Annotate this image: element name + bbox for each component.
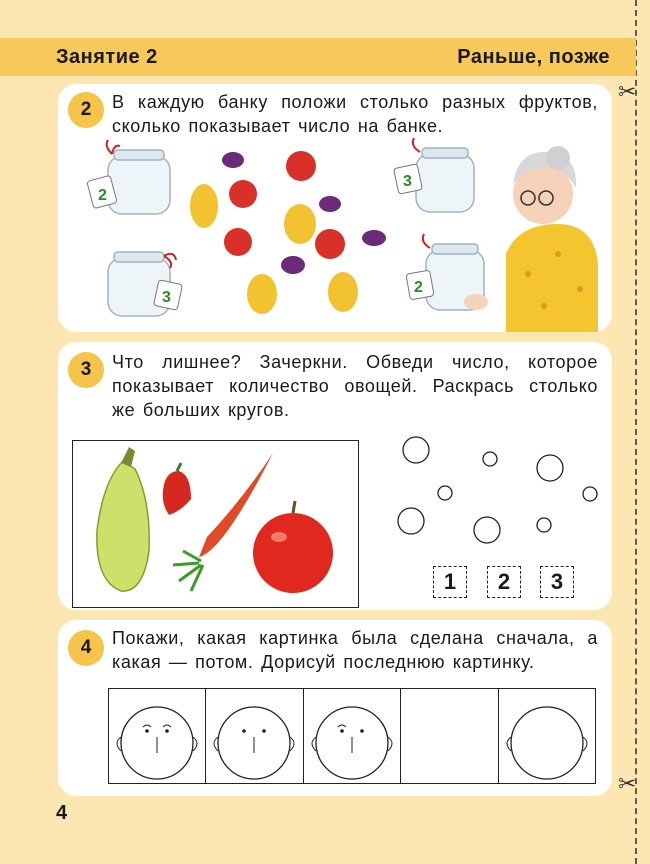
small-circle [483,452,497,466]
small-circle [438,486,452,500]
small-circle [537,518,551,532]
grandma-illustration [464,146,598,332]
lesson-topic: Раньше, позже [457,45,610,68]
task-card-4 [58,620,612,796]
big-circle [474,517,500,543]
face-drawing [304,689,401,785]
task-card-2 [58,84,612,332]
jar-label: 2 [98,187,107,204]
page-number: 4 [56,802,68,824]
task-text: Что лишнее? Зачеркни. Обведи число, которое показывает количество овощей. Раскрась столько же больших кругов. [112,352,598,420]
jar [87,140,170,214]
task-card-3 [58,342,612,610]
apple [253,501,333,593]
scissors-icon: ✂ [618,772,637,797]
pepper [163,463,191,515]
lesson-title: Занятие 2 [56,45,158,68]
big-circle [403,437,429,463]
task-number-badge: 4 [68,630,104,666]
vegetables-illustration [73,441,360,609]
vegetables-picture-frame [72,440,359,608]
jar [108,252,182,316]
face-drawing [499,689,596,785]
empty-cell[interactable] [400,689,497,783]
jar-label: 3 [162,289,171,306]
lesson-header [0,38,636,76]
task-text: В каждую банку положи столько разных фруктов, сколько показывает число на банке. [112,92,598,136]
answer-option-1[interactable]: 1 [433,566,467,598]
jar-label: 2 [414,279,423,296]
fruit-jars-illustration [58,84,612,332]
big-circle [398,508,424,534]
face-drawing [109,689,206,785]
face-cell-2 [205,689,302,783]
scissors-icon: ✂ [618,80,637,105]
face-cell-1 [109,689,205,783]
face-drawing [206,689,303,785]
face-cell-3 [303,689,400,783]
small-circle [583,487,597,501]
task-number-badge: 3 [68,352,104,388]
task-text: Покажи, какая картинка была сделана сначала, а какая — потом. Дорисуй последнюю картинку. [112,628,598,672]
circles-group [378,426,628,566]
answer-option-2[interactable]: 2 [487,566,521,598]
answer-option-3[interactable]: 3 [540,566,574,598]
zucchini [97,447,149,591]
face-sequence-strip [108,688,596,784]
cut-line [635,0,637,864]
jar [394,138,474,212]
jar-label: 3 [403,173,412,190]
face-cell-5[interactable] [498,689,595,783]
big-circle [537,455,563,481]
task-number-badge: 2 [68,92,104,128]
fruits [190,151,386,314]
